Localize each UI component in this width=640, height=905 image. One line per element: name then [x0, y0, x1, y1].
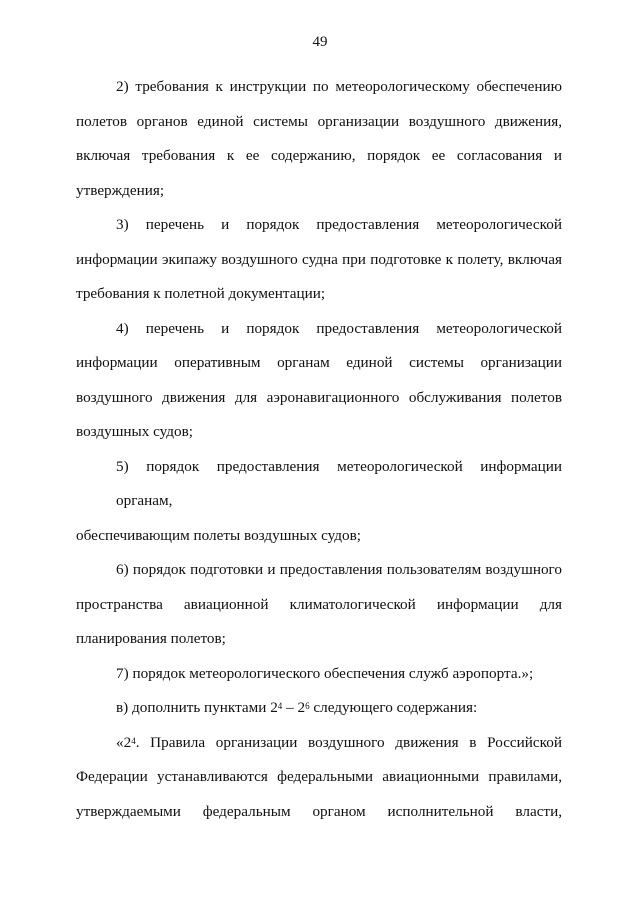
text-line: 2) требования к инструкции по метеорологическому обеспечению [116, 78, 562, 95]
text-line: воздушных судов; [76, 423, 194, 440]
superscript: 6 [305, 701, 310, 711]
text-line: включая требования к ее содержанию, порядок ее согласования и [76, 147, 562, 164]
superscript: 4 [131, 735, 136, 746]
text-fragment: «2 [116, 733, 132, 751]
text-line: 3) перечень и порядок предоставления метеорологической [116, 216, 562, 233]
text-line: информации оперативным органам единой системы организации [76, 354, 562, 371]
page-number: 49 [312, 34, 328, 50]
paragraph-item-6 [76, 553, 562, 657]
paragraph-item-4 [76, 312, 562, 450]
text-line: воздушного движения для аэронавигационного обслуживания полетов [76, 388, 562, 406]
text-line: утверждения; [76, 181, 165, 199]
text-line: требования к полетной документации; [76, 285, 326, 302]
text-line: 7) порядок метеорологического обеспечения служб аэропорта.»; [116, 664, 534, 682]
text-line: 6) порядок подготовки и предоставления пользователям воздушного [116, 561, 562, 578]
text-fragment: – 2 [282, 699, 306, 716]
text-line: Федерации устанавливаются федеральными авиационными правилами, [76, 768, 562, 785]
text-line: обеспечивающим полеты воздушных судов; [76, 526, 362, 544]
text-line: утверждаемыми федеральным органом исполнительной власти, [76, 802, 562, 820]
text-line: информации экипажу воздушного судна при подготовке к полету, включая [76, 250, 562, 268]
text-fragment: следующего содержания: [309, 699, 478, 716]
paragraph-item-2 [76, 70, 562, 208]
paragraph-item-7 [76, 657, 562, 692]
paragraph-item-v [76, 691, 562, 726]
text-fragment: . Правила организации воздушного движения в Российской [135, 733, 562, 751]
text-fragment: в) дополнить пунктами 2 [116, 699, 278, 716]
superscript: 4 [277, 701, 283, 711]
text-line: пространства авиационной климатологической информации для [76, 595, 562, 613]
text-line: планирования полетов; [76, 630, 226, 647]
text-line [76, 726, 562, 761]
paragraph-item-2-4 [76, 726, 562, 830]
text-line [76, 691, 562, 726]
document-body [76, 70, 562, 829]
text-line: полетов органов единой системы организации воздушного движения, [76, 112, 562, 130]
text-line: 4) перечень и порядок предоставления метеорологической [116, 319, 562, 337]
paragraph-item-5 [76, 450, 562, 554]
paragraph-item-3 [76, 208, 562, 312]
text-line: 5) порядок предоставления метеорологической информации органам, [116, 457, 562, 509]
